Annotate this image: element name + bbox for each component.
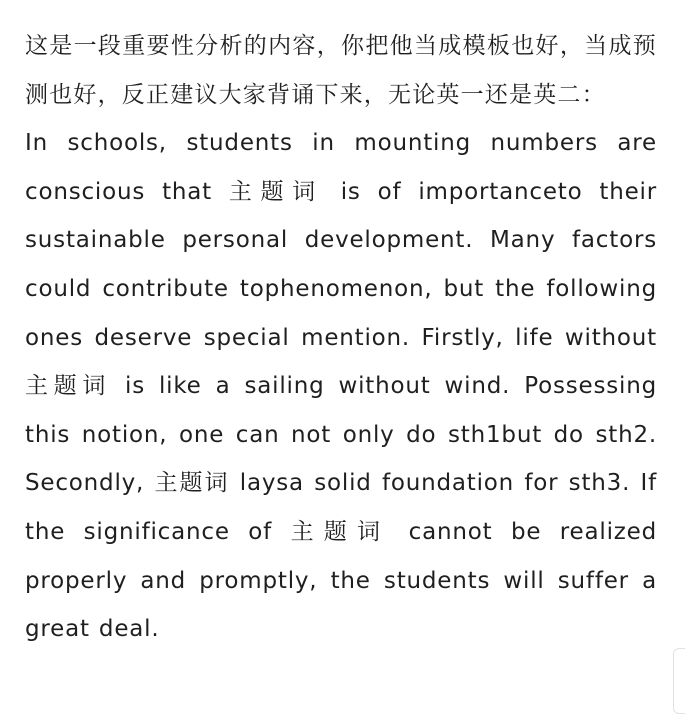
side-scroll-tab[interactable] — [673, 648, 685, 714]
intro-paragraph: 这是一段重要性分析的内容，你把他当成模板也好，当成预测也好，反正建议大家背诵下来，无论英一还是英二： — [25, 33, 657, 108]
article-content — [25, 22, 657, 654]
template-essay-paragraph: In schools, students in mounting numbers are conscious that 主题词 is of importanceto their sustainable personal development. Many factors could contribute tophenomenon, but the following ones deserve special mention. Firstly, life without 主题词 is like a sailing without wind. Possessing this notion, one can not only do sth1but do sth2. Secondly, 主题词 laysa solid foundation for sth3. If the significance of 主题词 cannot be realized properly and promptly, the students will suffer a great deal. — [25, 130, 657, 643]
